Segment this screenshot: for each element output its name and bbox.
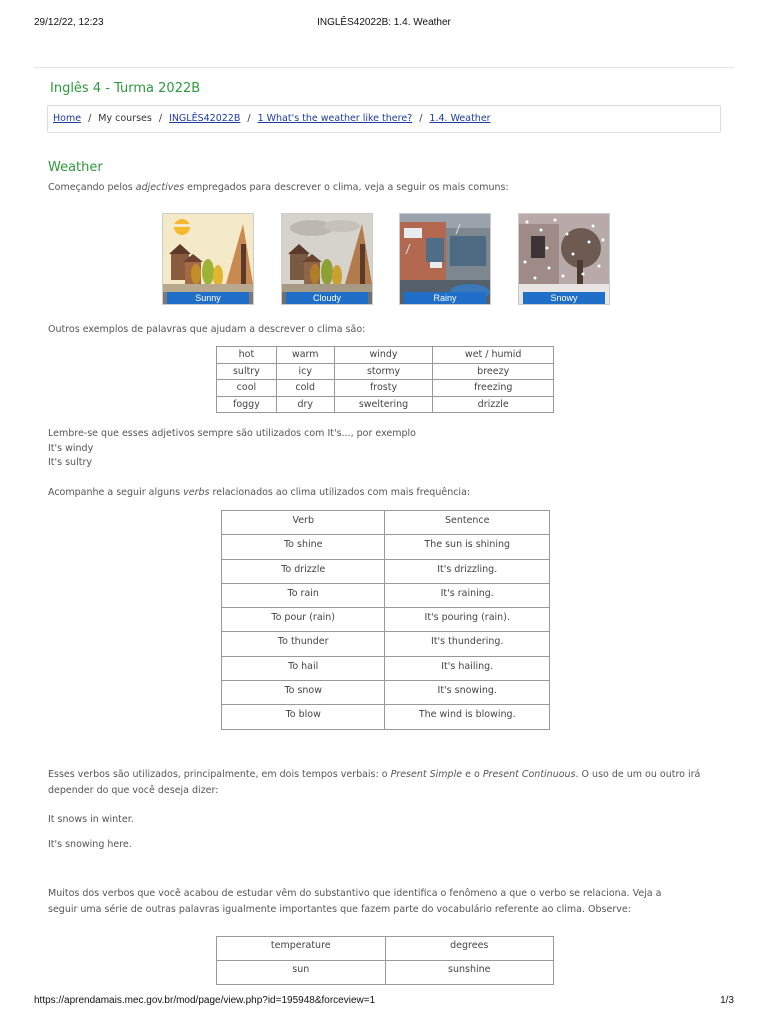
- breadcrumb-page-link[interactable]: 1.4. Weather: [429, 113, 491, 124]
- table-cell: dry: [276, 396, 334, 413]
- table-cell: It's snowing.: [385, 681, 550, 705]
- cloudy-scene-icon: [282, 214, 372, 304]
- tenses-text: depender do que você deseja dizer:: [48, 785, 219, 796]
- verbs-table: [221, 510, 550, 730]
- tense-present-simple: Present Simple: [390, 769, 463, 780]
- other-examples-text: Outros exemplos de palavras que ajudam a descrever o clima são:: [48, 324, 366, 335]
- table-cell: To shine: [222, 535, 385, 559]
- intro-emphasis: adjectives: [135, 182, 185, 193]
- table-cell: The wind is blowing.: [385, 705, 550, 729]
- table-row: [222, 535, 550, 559]
- table-row: [222, 632, 550, 656]
- weather-card-label: Rainy: [404, 292, 486, 304]
- nouns-intro-paragraph: [48, 886, 661, 918]
- table-row: [217, 347, 554, 364]
- weather-card-rainy: [399, 213, 491, 305]
- table-row: [222, 705, 550, 729]
- table-cell: foggy: [217, 396, 277, 413]
- table-cell: sweltering: [334, 396, 433, 413]
- weather-card-label: Cloudy: [286, 292, 368, 304]
- breadcrumb-section-link[interactable]: 1 What's the weather like there?: [257, 113, 413, 124]
- example-sentence: It snows in winter.: [48, 814, 134, 825]
- table-cell: freezing: [433, 380, 554, 397]
- intro-text: Começando pelos: [48, 182, 133, 193]
- tenses-text: . O uso de um ou outro irá: [575, 769, 701, 780]
- print-header: [0, 17, 768, 31]
- table-cell: It's pouring (rain).: [385, 608, 550, 632]
- table-cell: It's raining.: [385, 583, 550, 607]
- verbs-intro-paragraph: [48, 485, 470, 501]
- table-cell: sunshine: [385, 961, 553, 985]
- tense-present-continuous: Present Continuous: [482, 769, 576, 780]
- reminder-text: Lembre-se que esses adjetivos sempre são utilizados com It's..., por exemplo: [48, 428, 416, 439]
- rainy-scene-icon: [400, 214, 490, 304]
- table-cell: To rain: [222, 583, 385, 607]
- breadcrumb-my-courses[interactable]: My courses: [98, 113, 152, 124]
- table-cell: wet / humid: [433, 347, 554, 364]
- table-cell: warm: [276, 347, 334, 364]
- snowy-scene-icon: [519, 214, 609, 304]
- table-row: [222, 559, 550, 583]
- weather-card-cloudy: [281, 213, 373, 305]
- verbs-intro-text: Acompanhe a seguir alguns: [48, 487, 181, 498]
- table-row: [217, 380, 554, 397]
- table-row: [217, 363, 554, 380]
- table-row: [222, 656, 550, 680]
- table-row: [217, 961, 554, 985]
- weather-card-snowy: [518, 213, 610, 305]
- table-cell: cold: [276, 380, 334, 397]
- section-heading: Weather: [48, 160, 103, 175]
- table-cell: hot: [217, 347, 277, 364]
- table-cell: degrees: [385, 937, 553, 961]
- breadcrumb-home-link[interactable]: Home: [53, 113, 82, 124]
- weather-card-label: Sunny: [167, 292, 249, 304]
- breadcrumb-separator: /: [419, 113, 423, 124]
- table-cell: sun: [217, 961, 386, 985]
- table-header-row: [222, 511, 550, 535]
- divider: [34, 67, 734, 68]
- intro-paragraph: [48, 180, 509, 196]
- print-date: 29/12/22, 12:23: [34, 17, 104, 28]
- table-cell: temperature: [217, 937, 386, 961]
- verbs-intro-emphasis: verbs: [183, 487, 210, 498]
- column-header: Verb: [222, 511, 385, 535]
- table-row: [217, 937, 554, 961]
- breadcrumb-separator: /: [247, 113, 251, 124]
- print-title: INGLÊS42022B: 1.4. Weather: [317, 17, 451, 28]
- tenses-paragraph: [48, 767, 700, 799]
- table-cell: To drizzle: [222, 559, 385, 583]
- print-url: https://aprendamais.mec.gov.br/mod/page/view.php?id=195948&forceview=1: [34, 995, 376, 1006]
- table-cell: It's thundering.: [385, 632, 550, 656]
- table-cell: drizzle: [433, 396, 554, 413]
- table-row: [222, 681, 550, 705]
- table-cell: To blow: [222, 705, 385, 729]
- weather-card-label: Snowy: [523, 292, 605, 304]
- verbs-intro-text: relacionados ao clima utilizados com mais frequência:: [212, 487, 471, 498]
- table-cell: It's hailing.: [385, 656, 550, 680]
- course-title[interactable]: Inglês 4 - Turma 2022B: [50, 81, 201, 96]
- table-cell: To thunder: [222, 632, 385, 656]
- table-cell: windy: [334, 347, 433, 364]
- table-cell: The sun is shining: [385, 535, 550, 559]
- reminder-paragraph: [48, 427, 416, 471]
- page-number: 1/3: [720, 995, 734, 1006]
- table-cell: To hail: [222, 656, 385, 680]
- nouns-intro-text: Muitos dos verbos que você acabou de estudar vêm do substantivo que identifica o fenômeno a que o verbo se relaciona. Veja a: [48, 888, 662, 899]
- table-cell: cool: [217, 380, 277, 397]
- breadcrumb: [47, 105, 721, 133]
- weather-card-sunny: [162, 213, 254, 305]
- table-cell: breezy: [433, 363, 554, 380]
- column-header: Sentence: [385, 511, 550, 535]
- breadcrumb-separator: /: [88, 113, 92, 124]
- table-cell: icy: [276, 363, 334, 380]
- intro-text: empregados para descrever o clima, veja a seguir os mais comuns:: [187, 182, 509, 193]
- breadcrumb-course-link[interactable]: INGLÊS42022B: [169, 113, 241, 124]
- table-row: [222, 608, 550, 632]
- reminder-example: It's windy: [48, 442, 94, 454]
- breadcrumb-separator: /: [158, 113, 163, 124]
- table-cell: sultry: [217, 363, 277, 380]
- example-sentence: It's snowing here.: [48, 839, 132, 850]
- table-cell: frosty: [334, 380, 433, 397]
- table-cell: To pour (rain): [222, 608, 385, 632]
- table-row: [217, 396, 554, 413]
- table-cell: It's drizzling.: [385, 559, 550, 583]
- table-row: [222, 583, 550, 607]
- table-cell: stormy: [334, 363, 433, 380]
- sunny-scene-icon: [163, 214, 253, 304]
- nouns-intro-text: seguir uma série de outras palavras igualmente importantes que fazem parte do vocabulário referente ao clima. Observe:: [48, 904, 631, 915]
- nouns-table: [216, 936, 554, 985]
- reminder-example: It's sultry: [48, 457, 92, 468]
- table-cell: To snow: [222, 681, 385, 705]
- tenses-text: Esses verbos são utilizados, principalmente, em dois tempos verbais: o: [48, 769, 388, 780]
- tenses-text: e o: [465, 769, 480, 780]
- adjectives-table: [216, 346, 554, 413]
